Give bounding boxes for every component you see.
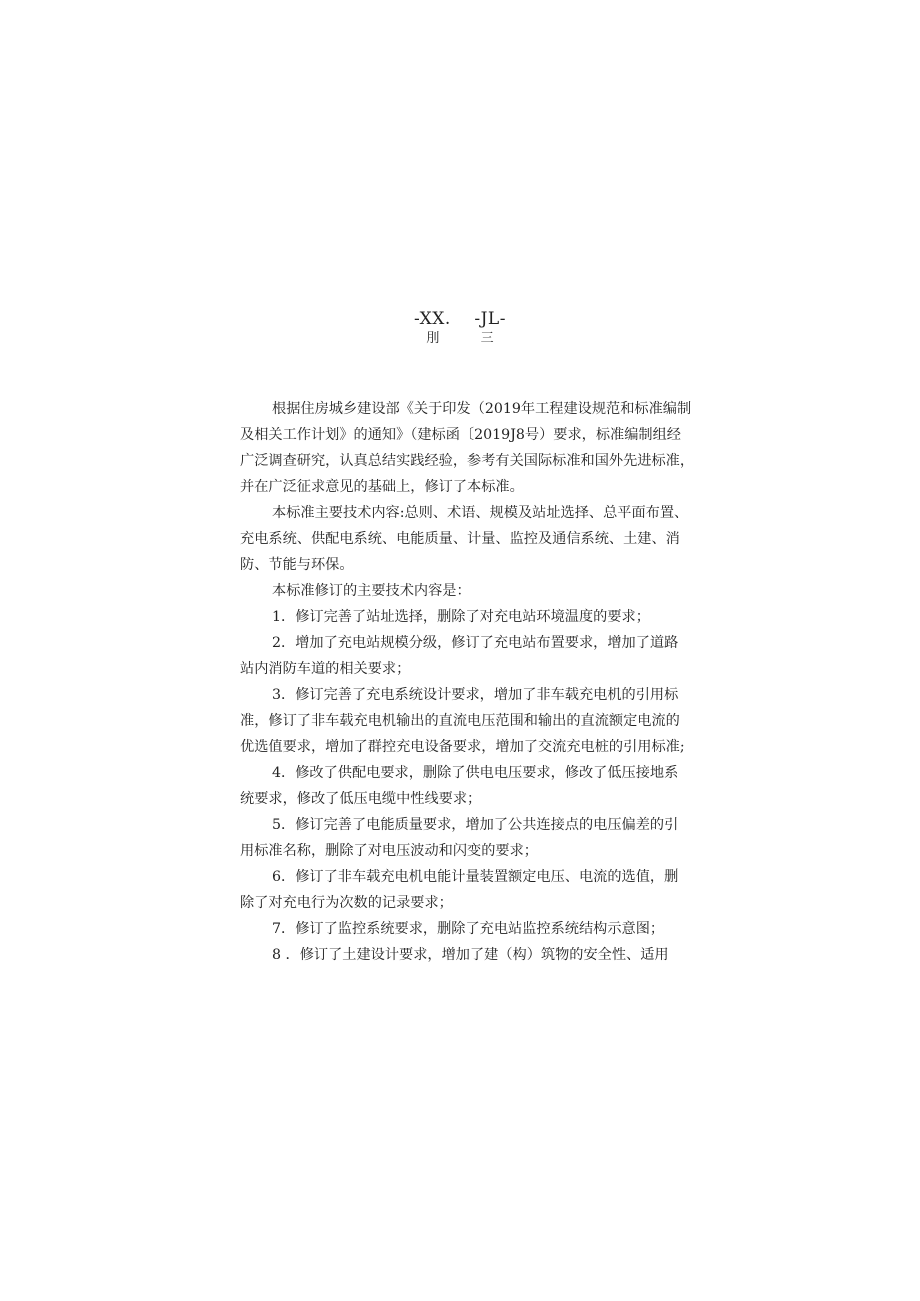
- text-line: 及相关工作计划》的通知》（建标函〔2019J8号）要求，标准编制组经: [240, 427, 681, 443]
- text-line: 本标准主要技术内容:总则、术语、规模及站址选择、总平面布置、: [272, 505, 689, 521]
- text-line: 并在广泛征求意见的基础上，修订了本标准。: [240, 479, 524, 495]
- text-line: 统要求，修改了低压电缆中性线要求；: [240, 791, 482, 807]
- text-line: 2．增加了充电站规模分级，修订了充电站布置要求，增加了道路: [272, 635, 679, 651]
- heading-bottom-line: 刖 三: [426, 331, 494, 346]
- text-line: 6．修订了非车载充电机电能计量装置额定电压、电流的选值，删: [272, 869, 679, 885]
- text-line: 准，修订了非车载充电机输出的直流电压范围和输出的直流额定电流的: [240, 713, 680, 729]
- heading-top-line: -XX. -JL-: [414, 309, 506, 329]
- text-line: 广泛调查研究，认真总结实践经验，参考有关国际标准和国外先进标准，: [240, 453, 695, 469]
- text-line: 本标准修订的主要技术内容是：: [272, 583, 471, 599]
- text-line: 站内消防车道的相关要求；: [240, 661, 411, 677]
- text-line: 用标准名称，删除了对电压波动和闪变的要求；: [240, 843, 538, 859]
- text-line: 优选值要求，增加了群控充电设备要求，增加了交流充电桩的引用标准;: [240, 739, 685, 755]
- preface-heading: [0, 308, 920, 348]
- text-line: 3．修订完善了充电系统设计要求，增加了非车载充电机的引用标: [272, 687, 679, 703]
- text-line: 1．修订完善了站址选择，删除了对充电站环境温度的要求；: [272, 609, 650, 625]
- text-line: 4．修改了供配电要求，删除了供电电压要求，修改了低压接地系: [272, 765, 679, 781]
- text-line: 充电系统、供配电系统、电能质量、计量、监控及通信系统、土建、消: [240, 531, 680, 547]
- text-line: 防、节能与环保。: [240, 557, 354, 573]
- text-line: 5．修订完善了电能质量要求，增加了公共连接点的电压偏差的引: [272, 817, 679, 833]
- preface-body: [240, 396, 696, 968]
- text-line: 根据住房城乡建设部《关于印发（2019年工程建设规范和标准编制: [272, 401, 692, 417]
- text-line: 7．修订了监控系统要求，删除了充电站监控系统结构示意图；: [272, 921, 665, 937]
- text-line: 除了对充电行为次数的记录要求；: [240, 895, 453, 911]
- text-line: 8 ．修订了土建设计要求，增加了建（构）筑物的安全性、适用: [272, 947, 669, 963]
